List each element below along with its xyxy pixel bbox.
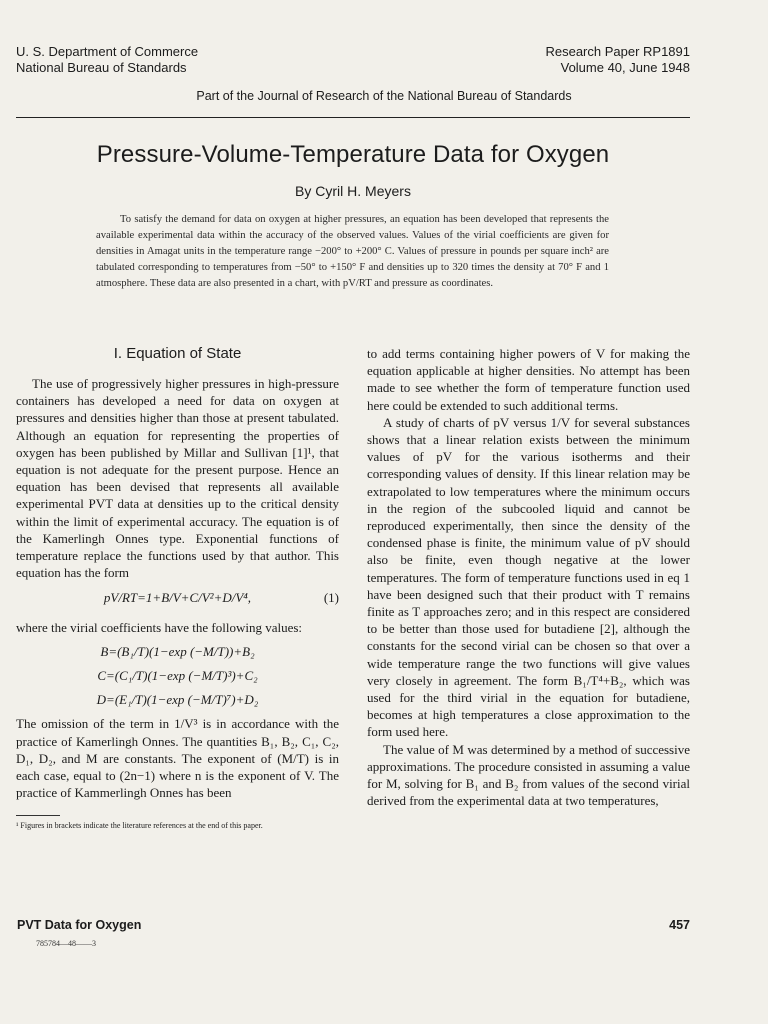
equation-1: [16, 589, 339, 606]
running-title: PVT Data for Oxygen: [17, 918, 142, 932]
abstract: To satisfy the demand for data on oxygen at higher pressures, an equation has been developed that represents the available experimental data within the accuracy of the observed values. Values of the virial coefficients are given for densities in Amagat units in the temperature range −200° to +200° C. Values of pressure in pounds per square inch² are tabulated corresponding to temperatures from −50° to +150° F and densities up to 320 times the density at 70° F and 1 atmosphere. These data are also presented in a chart, with pV/RT and pressure as coordinates.: [96, 214, 609, 290]
footnote-divider: [16, 815, 60, 816]
paper-title: Pressure-Volume-Temperature Data for Oxygen: [96, 141, 610, 168]
paragraph: The omission of the term in 1/V³ is in accordance with the practice of Kamerlingh Onnes. The quantities B₁, B₂, C₁, C₂, D₁, D₂, and M are constants. The exponent of (M/T) is in each case, equal to (2n−1) where n is the exponent of V. The practice of Kammerlingh Onnes has been: [16, 716, 339, 801]
equation-d: D=(E₁/T)(1−exp (−M/T)⁷)+D₂: [96, 692, 259, 708]
paragraph: The value of M was determined by a method of successive approximations. The procedure consisted in assuming a value for M, solving for B₁ and B₂ from values of the second virial derived from the experimental data at two temperatures,: [367, 741, 690, 809]
section-heading: I. Equation of State: [113, 345, 242, 362]
print-code: 785784—48——3: [36, 939, 96, 948]
paragraph: to add terms containing higher powers of V for making the equation applicable at higher densities. No attempt has been made to see whether the form of temperature function used here could be extended to such additional terms.: [367, 346, 690, 413]
equation-number: (1): [323, 590, 339, 606]
publisher-block: [16, 44, 198, 76]
right-column: [367, 345, 690, 809]
journal-line: Part of the Journal of Research of the National Bureau of Standards: [196, 89, 572, 103]
paragraph: A study of charts of pV versus 1/V for several substances shows that a linear relation exists between the minimum values of pV for the various isotherms and their corresponding values of density. If this linear relation may be extrapolated to low temperatures where the minimum occurs in the region of the subcooled liquid and cannot be reproduced experimentally, then since the density of the condensed phase is finite, the minimum value of pV should also be finite, even though negative at the lower temperatures. The form of temperature functions used in eq 1 have been designed such that their product with T remains finite as T approaches zero; and in this respect are considered to be better than those used for butadiene [2], although the constants for the second virial can be chosen so that over a wide temperature range the two functions will give values very closely in agreement. The form B₁/T⁴+B₂, which was used for the third virial in the equation for butadiene, becomes at high temperatures a close approximation to the form used here.: [367, 414, 690, 740]
equation-b: B=(B₁/T)(1−exp (−M/T))+B₂: [100, 643, 255, 659]
equation-c: C=(C₁/T)(1−exp (−M/T)³)+C₂: [97, 668, 258, 684]
left-column: [16, 345, 339, 831]
header-divider: [16, 117, 690, 118]
equation-text: pV/RT=1+B/V+C/V²+D/V⁴,: [103, 590, 252, 606]
department-line: U. S. Department of Commerce: [16, 44, 199, 59]
footnote: ¹ Figures in brackets indicate the literature references at the end of this paper.: [16, 821, 263, 831]
page-number: 457: [669, 918, 690, 932]
volume-date: Volume 40, June 1948: [560, 60, 690, 75]
research-paper-number: Research Paper RP1891: [545, 44, 690, 59]
paragraph: The use of progressively higher pressures in high-pressure containers has developed a need for data on oxygen at pressures and densities higher than those at present tabulated. Although an equation for representing the properties of oxygen has been published by Millar and Sullivan [1]¹, that equation is not adequate for the present purpose. Hence an equation has been devised that represents all available experimental PVT data at densities up to the critical density within the limit of experimental accuracy. The equation is of the Kamerlingh Onnes type. Exponential functions of temperature replace the functions used by that author. This equation has the form: [16, 376, 339, 581]
author-byline: By Cyril H. Meyers: [295, 183, 411, 199]
paper-info-block: [545, 44, 690, 76]
paragraph: where the virial coefficients have the following values:: [16, 619, 303, 635]
bureau-line: National Bureau of Standards: [16, 60, 187, 75]
